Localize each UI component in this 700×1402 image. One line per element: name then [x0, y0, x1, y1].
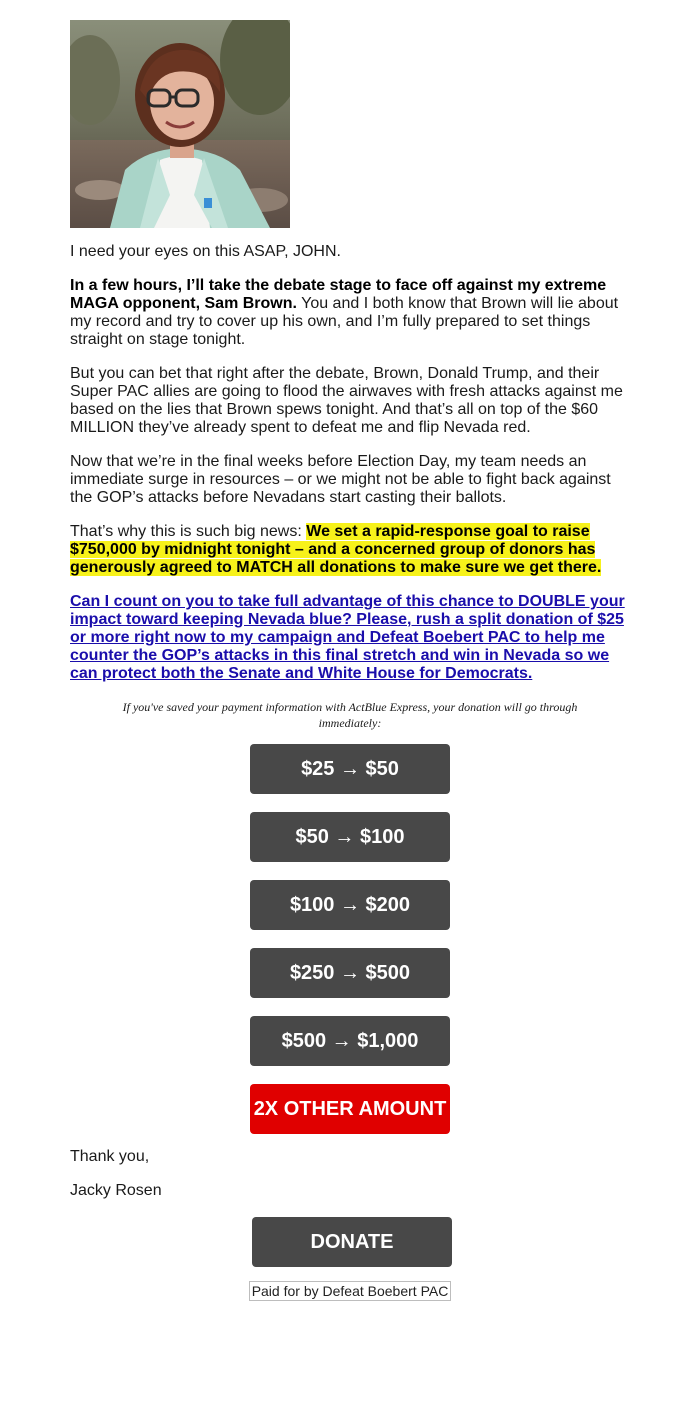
- paragraph-surge: Now that we’re in the final weeks before Election Day, my team needs an immediate surge in resources – or we might not be able to fight back against the GOP’s attacks before Nevadans start casting their ballots.: [70, 453, 611, 506]
- match-highlight: We set a rapid-response goal to raise $750,000 by midnight tonight – and a concerned group of donors has generously agreed to MATCH all donations to make sure we get there.: [70, 523, 602, 576]
- paid-for-disclaimer: Paid for by Defeat Boebert PAC: [249, 1281, 452, 1301]
- email-body: [70, 20, 630, 1301]
- donate-button[interactable]: DONATE: [252, 1217, 452, 1267]
- greeting: I need your eyes on this ASAP, JOHN.: [70, 243, 341, 260]
- paragraph-match-intro: That’s why this is such big news:: [70, 523, 307, 540]
- donate-500-button[interactable]: $500 → $1,000: [250, 1016, 450, 1066]
- donate-250-button[interactable]: $250 → $500: [250, 948, 450, 998]
- candidate-portrait: [70, 20, 290, 228]
- paragraph-match: [70, 523, 630, 577]
- signature: Jacky Rosen: [70, 1182, 162, 1199]
- paragraph-debate: [70, 277, 630, 349]
- paragraph-debate-bold: In a few hours, I’ll take the debate stage to face off against my extreme MAGA opponent, Sam Brown.: [70, 277, 607, 312]
- signoff: Thank you,: [70, 1148, 150, 1165]
- donate-50-button[interactable]: $50 → $100: [250, 812, 450, 862]
- donate-25-button[interactable]: $25 → $50: [250, 744, 450, 794]
- paragraph-debate-rest: You and I both know that Brown will lie about my record and try to cover up his own, and I’m fully prepared to set things straight on stage tonight.: [70, 295, 619, 348]
- donate-cta-link[interactable]: Can I count on you to take full advantage of this chance to DOUBLE your impact toward keeping Nevada blue? Please, rush a split donation of $25 or more right now to my campaign and Defeat Boebert PAC to help me counter the GOP’s attacks in this final stretch and win in Nevada so we can protect both the Senate and White House for Democrats.: [70, 593, 625, 682]
- actblue-note: If you've saved your payment information with ActBlue Express, your donation will go through immediately:: [122, 700, 578, 730]
- donate-other-amount-button[interactable]: 2X OTHER AMOUNT: [250, 1084, 450, 1134]
- donate-100-button[interactable]: $100 → $200: [250, 880, 450, 930]
- donation-buttons: [70, 744, 630, 1148]
- paragraph-attacks: But you can bet that right after the debate, Brown, Donald Trump, and their Super PAC allies are going to flood the airwaves with fresh attacks against me based on the lies that Brown spews tonight. And that’s all on top of the $60 MILLION they’ve already spent to defeat me and flip Nevada red.: [70, 365, 623, 436]
